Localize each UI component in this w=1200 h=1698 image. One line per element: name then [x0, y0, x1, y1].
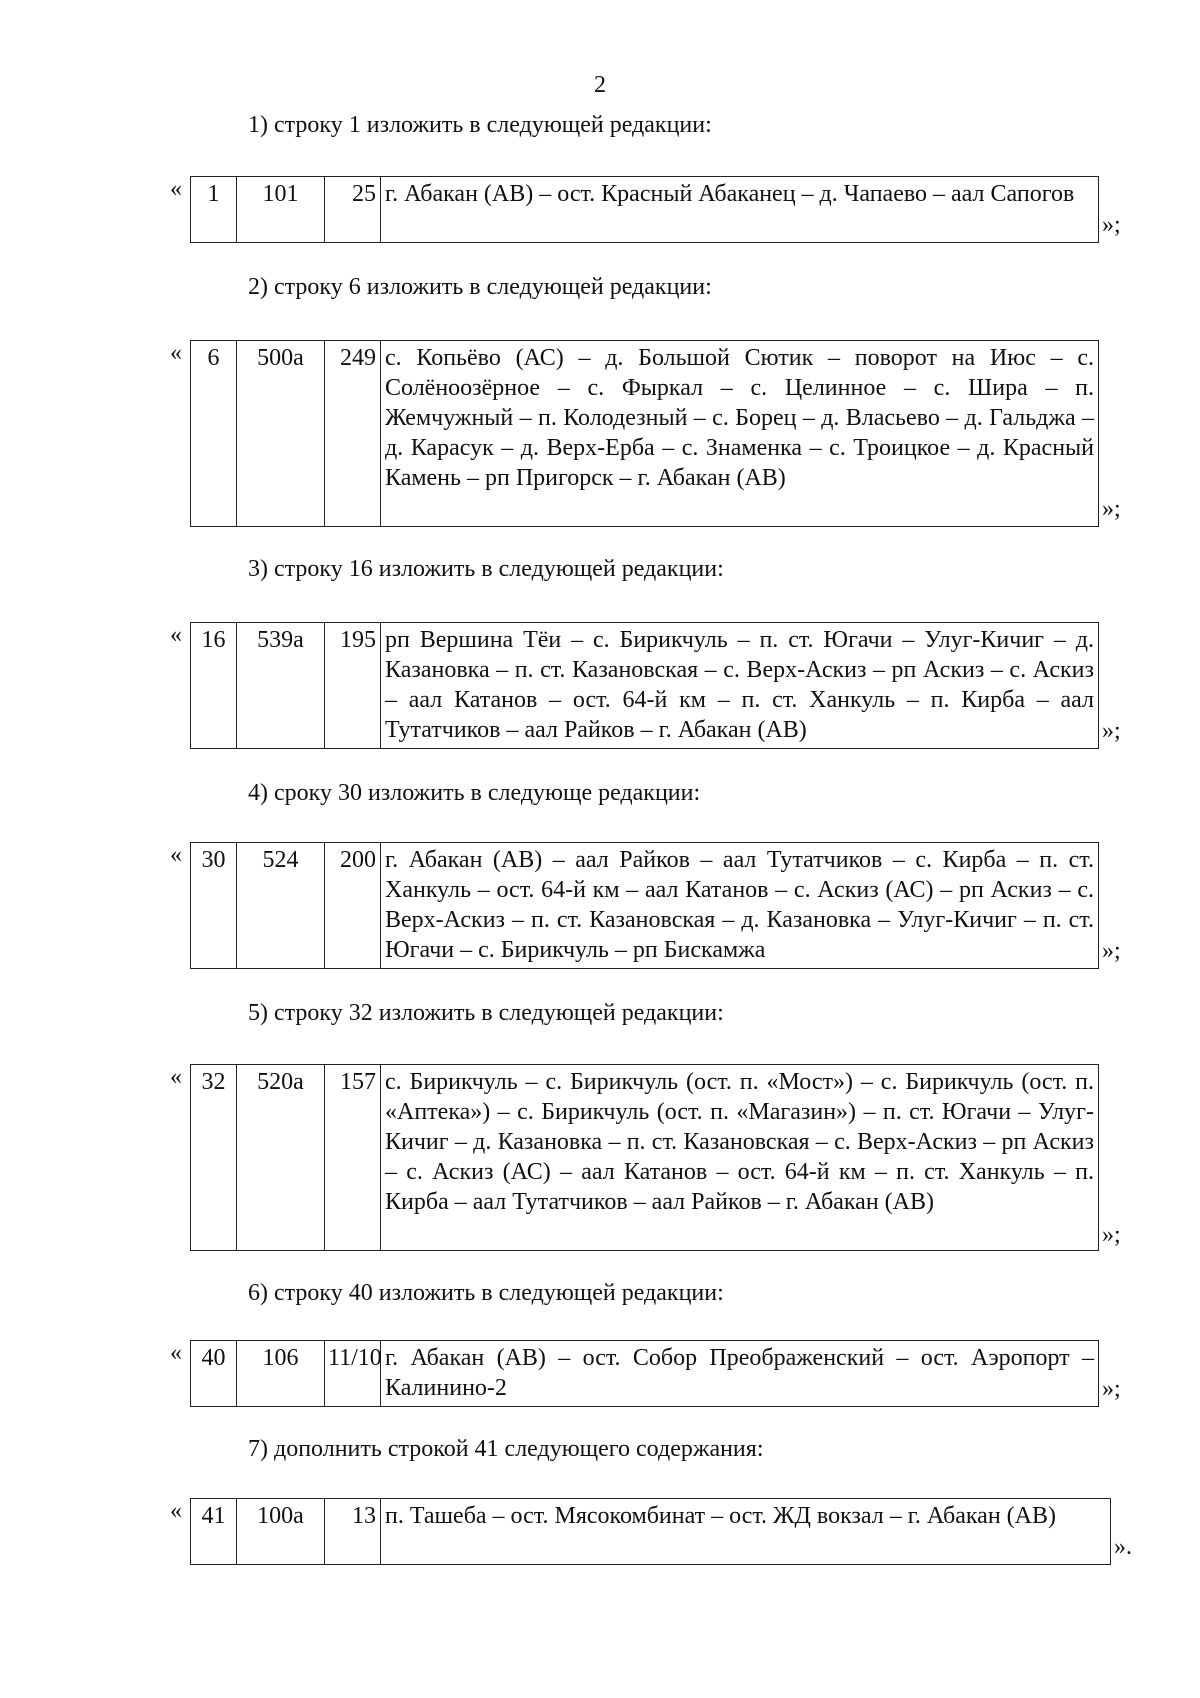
route-row-table [190, 176, 1099, 243]
quote-close: »; [1102, 938, 1121, 964]
quote-open: « [170, 176, 182, 202]
page-number: 2 [594, 72, 606, 98]
table-row [191, 1341, 1099, 1407]
route-number: 106 [237, 1341, 325, 1407]
route-length: 200 [325, 843, 381, 969]
amendment-intro: 4) сроку 30 изложить в следующе редакции: [248, 780, 701, 806]
quote-close: »; [1102, 212, 1121, 238]
route-path: г. Абакан (АВ) – ост. Красный Абаканец – д. Чапаево – аал Сапогов [381, 177, 1099, 243]
row-number: 1 [191, 177, 237, 243]
route-length: 25 [325, 177, 381, 243]
route-number: 520а [237, 1065, 325, 1251]
row-number: 30 [191, 843, 237, 969]
row-number: 32 [191, 1065, 237, 1251]
route-length: 157 [325, 1065, 381, 1251]
route-row-table [190, 622, 1099, 749]
route-length: 249 [325, 341, 381, 527]
quote-close: »; [1102, 718, 1121, 744]
quote-open: « [170, 622, 182, 648]
row-number: 40 [191, 1341, 237, 1407]
route-number: 500а [237, 341, 325, 527]
route-path: с. Копьёво (АС) – д. Большой Сютик – поворот на Июс – с. Солёноозёрное – с. Фыркал – с. Целинное – с. Шира – п. Жемчужный – п. Колодезный – с. Борец – д. Власьево – д. Гальджа – д. Карасук – д. Верх-Ерба – с. Знаменка – с. Троицкое – д. Красный Камень – рп Пригорск – г. Абакан (АВ) [381, 341, 1099, 527]
table-row [191, 1065, 1099, 1251]
row-number: 41 [191, 1499, 237, 1565]
row-number: 6 [191, 341, 237, 527]
amendment-intro: 7) дополнить строкой 41 следующего содержания: [248, 1436, 764, 1462]
amendment-intro: 3) строку 16 изложить в следующей редакции: [248, 556, 724, 582]
route-path: г. Абакан (АВ) – аал Райков – аал Тутатчиков – с. Кирба – п. ст. Ханкуль – ост. 64-й км – аал Катанов – с. Аскиз (АС) – рп Аскиз – с. Верх-Аскиз – п. ст. Казановская – д. Казановка – Улуг-Кичиг – п. ст. Югачи – с. Бирикчуль – рп Бискамжа [381, 843, 1099, 969]
quote-open: « [170, 1340, 182, 1366]
quote-open: « [170, 1498, 182, 1524]
table-row [191, 1499, 1111, 1565]
route-row-table [190, 1340, 1099, 1407]
quote-close: »; [1102, 496, 1121, 522]
amendment-intro: 2) строку 6 изложить в следующей редакции: [248, 274, 712, 300]
route-row-table [190, 842, 1099, 969]
quote-close: ». [1114, 1534, 1132, 1560]
route-number: 539а [237, 623, 325, 749]
quote-close: »; [1102, 1376, 1121, 1402]
amendment-intro: 6) строку 40 изложить в следующей редакции: [248, 1280, 724, 1306]
quote-open: « [170, 340, 182, 366]
row-number: 16 [191, 623, 237, 749]
table-row [191, 843, 1099, 969]
route-path: г. Абакан (АВ) – ост. Собор Преображенский – ост. Аэропорт – Калинино-2 [381, 1341, 1099, 1407]
route-row-table [190, 340, 1099, 527]
route-number: 524 [237, 843, 325, 969]
table-row [191, 341, 1099, 527]
route-length: 195 [325, 623, 381, 749]
quote-close: »; [1102, 1222, 1121, 1248]
table-row [191, 623, 1099, 749]
route-path: с. Бирикчуль – с. Бирикчуль (ост. п. «Мост») – с. Бирикчуль (ост. п. «Аптека») – с. Бирикчуль (ост. п. «Магазин») – п. ст. Югачи – Улуг-Кичиг – д. Казановка – п. ст. Казановская – с. Верх-Аскиз – рп Аскиз – с. Аскиз (АС) – аал Катанов – ост. 64-й км – п. ст. Ханкуль – п. Кирба – аал Тутатчиков – аал Райков – г. Абакан (АВ) [381, 1065, 1099, 1251]
route-row-table [190, 1498, 1111, 1565]
amendment-intro: 1) строку 1 изложить в следующей редакции: [248, 112, 712, 138]
route-path: рп Вершина Тёи – с. Бирикчуль – п. ст. Югачи – Улуг-Кичиг – д. Казановка – п. ст. Казановская – с. Верх-Аскиз – рп Аскиз – с. Аскиз – аал Катанов – ост. 64-й км – п. ст. Ханкуль – п. Кирба – аал Тутатчиков – аал Райков – г. Абакан (АВ) [381, 623, 1099, 749]
route-number: 100а [237, 1499, 325, 1565]
route-row-table [190, 1064, 1099, 1251]
route-path: п. Ташеба – ост. Мясокомбинат – ост. ЖД вокзал – г. Абакан (АВ) [381, 1499, 1111, 1565]
table-row [191, 177, 1099, 243]
quote-open: « [170, 1064, 182, 1090]
quote-open: « [170, 842, 182, 868]
amendment-intro: 5) строку 32 изложить в следующей редакции: [248, 1000, 724, 1026]
route-length: 11/10 [325, 1341, 381, 1407]
route-length: 13 [325, 1499, 381, 1565]
route-number: 101 [237, 177, 325, 243]
